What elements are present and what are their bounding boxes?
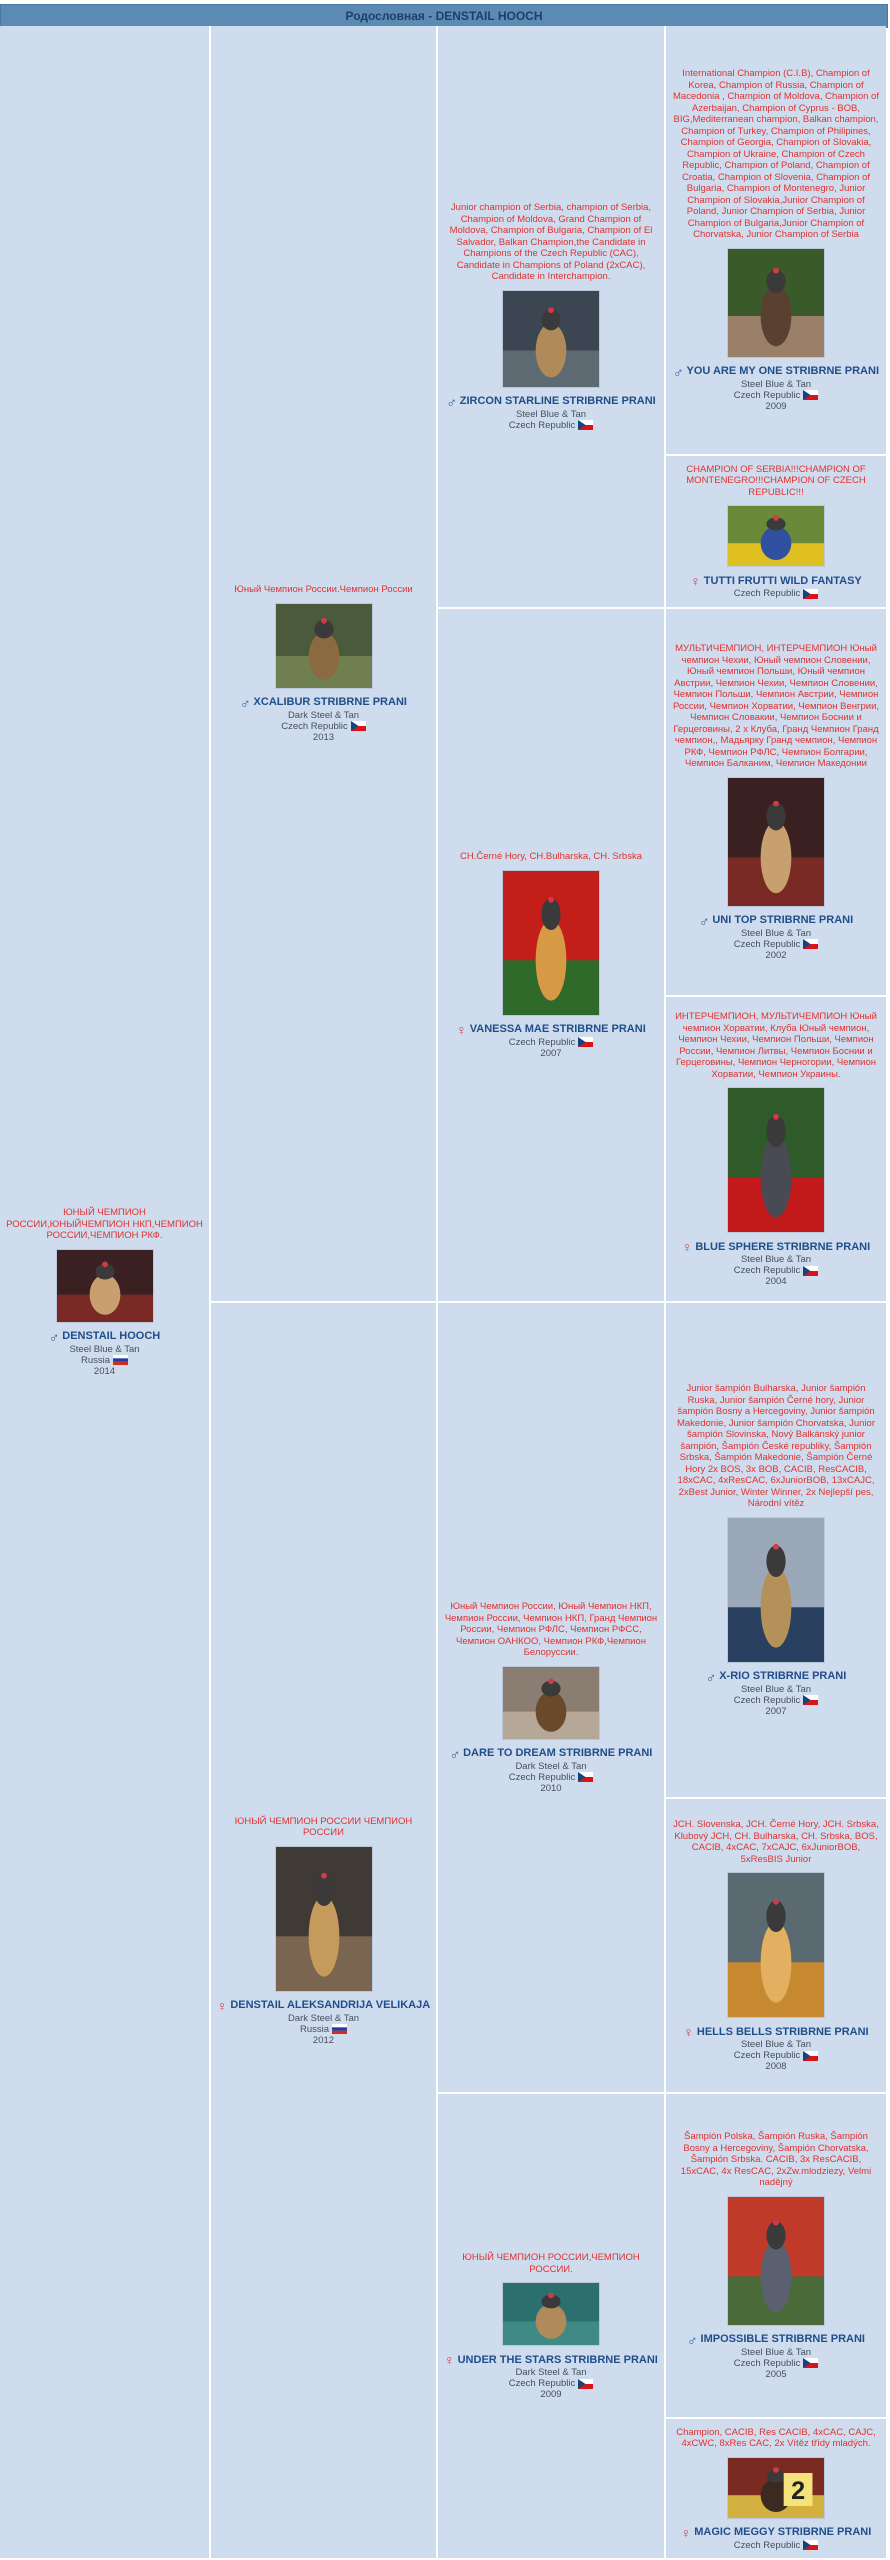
dog-titles: ЮНЫЙ ЧЕМПИОН РОССИИ,ЮНЫЙЧЕМПИОН НКП,ЧЕМПИОН РОССИИ,ЧЕМПИОН РКФ. bbox=[6, 1207, 203, 1242]
male-symbol-icon: ♂ bbox=[446, 393, 457, 410]
dog-country-row bbox=[734, 390, 819, 401]
dog-name-link[interactable]: IMPOSSIBLE STRIBRNE PRANI bbox=[700, 2333, 865, 2346]
dog-country: Czech Republic bbox=[733, 2357, 801, 2369]
pedigree-cell bbox=[211, 26, 438, 1303]
dog-birth-year: 2009 bbox=[765, 400, 787, 412]
female-symbol-icon: ♀ bbox=[216, 1997, 228, 2014]
dog-coat-color: Dark Steel & Tan bbox=[515, 2367, 587, 2378]
czech-flag-icon bbox=[803, 2540, 818, 2550]
dog-name-row bbox=[446, 395, 655, 409]
pedigree-cell bbox=[0, 26, 211, 2560]
dog-country: Czech Republic bbox=[281, 720, 348, 732]
dog-photo[interactable] bbox=[503, 291, 599, 387]
dog-country: Czech Republic bbox=[733, 389, 801, 401]
dog-photo[interactable] bbox=[728, 1873, 824, 2017]
dog-titles: JCH. Slovenska, JCH. Černé Hory, JCH. Srbska, Klubový JCH, CH. Bulharska, CH. Srbska, BOS, CACIB, 4xCAC, 7xCAJC, 6xJuniorBOB, 5xResBIS Junior bbox=[673, 1819, 879, 1865]
pedigree-cell bbox=[666, 456, 886, 609]
dog-country: Czech Republic bbox=[733, 588, 801, 600]
czech-flag-icon bbox=[578, 1037, 593, 1047]
dog-name-row bbox=[673, 365, 879, 379]
dog-coat-color: Steel Blue & Tan bbox=[69, 1343, 140, 1355]
dog-country: Czech Republic bbox=[508, 1036, 576, 1048]
dog-country-row bbox=[734, 588, 819, 599]
dog-coat-color: Steel Blue & Tan bbox=[740, 2039, 812, 2050]
czech-flag-icon bbox=[803, 390, 818, 400]
dog-name-row bbox=[687, 2333, 865, 2347]
dog-photo[interactable] bbox=[503, 2283, 599, 2345]
dog-name-row bbox=[450, 1747, 653, 1761]
pedigree-cell bbox=[666, 1303, 886, 1799]
dog-titles: Юный Чемпион России.Чемпион России bbox=[234, 584, 413, 596]
dog-name-link[interactable]: ZIRCON STARLINE STRIBRNE PRANI bbox=[459, 395, 656, 408]
female-symbol-icon: ♀ bbox=[683, 2024, 694, 2040]
czech-flag-icon bbox=[803, 589, 818, 599]
dog-titles: Junior šampión Bulharska, Junior šampión Ruska, Junior šampión Černé hory, Junior šampión Bosny a Hercegoviny, Junior šampión Makedonie, Junior šampión Chorvatska, Junior šampión Slovinska, Nový Balkánský junior šampión, Šampión České republiky, Šampión Srbska, Šampión Makedonie, Šampión Černé Hory 2x BOS, 3x BOB, CACIB, ResCACIB, 18xCAC, 4xResCAC, 6xJuniorBOB, 13xCAJC, 2xBest Junior, Winter Winner, 2x Nejlepší pes, Národní vítěz bbox=[676, 1383, 875, 1510]
dog-country-row bbox=[509, 2378, 594, 2389]
dog-titles: ИНТЕРЧЕМПИОН, МУЛЬТИЧЕМПИОН Юный чемпион Хорватии, Клуба Юный чемпион, Чемпион Чехии, Чемпион Польши, Чемпион России, Чемпион Литвы, Чемпион Боснии и Герцеговины, Чемпион Черногории, Чемпион Хорватии, Чемпион Украины. bbox=[675, 1011, 877, 1080]
dog-name-row bbox=[699, 914, 853, 928]
dog-name-link[interactable]: DARE TO DREAM STRIBRNE PRANI bbox=[463, 1747, 653, 1760]
dog-country-row bbox=[281, 721, 366, 732]
dog-photo[interactable] bbox=[728, 1518, 824, 1662]
dog-coat-color: Steel Blue & Tan bbox=[740, 1254, 812, 1265]
dog-photo[interactable] bbox=[57, 1250, 153, 1322]
dog-birth-year: 2007 bbox=[540, 1047, 562, 1059]
page-title: Родословная - DENSTAIL HOOCH bbox=[0, 4, 888, 28]
dog-name-link[interactable]: DENSTAIL ALEKSANDRIJA VELIKAJA bbox=[230, 1999, 431, 2011]
male-symbol-icon: ♂ bbox=[687, 2331, 698, 2348]
dog-photo[interactable] bbox=[728, 506, 824, 566]
dog-photo[interactable] bbox=[503, 871, 599, 1015]
dog-country-row bbox=[734, 2540, 819, 2551]
dog-photo[interactable] bbox=[276, 604, 372, 688]
czech-flag-icon bbox=[578, 2379, 593, 2389]
dog-coat-color: Dark Steel & Tan bbox=[287, 2012, 360, 2024]
dog-photo[interactable] bbox=[728, 2458, 824, 2518]
czech-flag-icon bbox=[803, 2051, 818, 2061]
dog-country: Czech Republic bbox=[733, 1265, 801, 1276]
dog-titles: ЮНЫЙ ЧЕМПИОН РОССИИ ЧЕМПИОН РОССИИ bbox=[234, 1815, 413, 1838]
dog-country: Czech Republic bbox=[733, 938, 801, 950]
dog-photo[interactable] bbox=[728, 2197, 824, 2325]
female-symbol-icon: ♀ bbox=[681, 1239, 693, 1255]
male-symbol-icon: ♂ bbox=[449, 1745, 461, 1762]
pedigree-cell bbox=[438, 2094, 666, 2560]
dog-country: Russia bbox=[299, 2023, 330, 2035]
dog-country-row bbox=[300, 2024, 347, 2035]
dog-coat-color: Steel Blue & Tan bbox=[740, 1683, 812, 1695]
dog-titles: Šampión Polska, Šampión Ruska, Šampión Bosny a Hercegoviny, Šampión Chorvatska, Šampión Srbska. CACIB, 3x ResCACIB, 15xCAC, 4x ResCAC, 2xZw.mlodziezy, Velmi nadějný bbox=[680, 2131, 872, 2189]
dog-photo[interactable] bbox=[728, 778, 824, 906]
dog-country: Russia bbox=[80, 1354, 111, 1366]
russia-flag-icon bbox=[332, 2024, 347, 2034]
czech-flag-icon bbox=[578, 420, 593, 430]
dog-birth-year: 2005 bbox=[765, 2368, 787, 2380]
dog-coat-color: Steel Blue & Tan bbox=[740, 378, 812, 390]
dog-coat-color: Steel Blue & Tan bbox=[740, 2346, 812, 2358]
dog-coat-color: Dark Steel & Tan bbox=[515, 1760, 587, 1772]
pedigree-table bbox=[0, 26, 886, 2560]
czech-flag-icon bbox=[351, 721, 366, 731]
dog-name-row bbox=[456, 1023, 646, 1037]
czech-flag-icon bbox=[803, 1695, 818, 1705]
dog-country-row bbox=[81, 1355, 128, 1366]
czech-flag-icon bbox=[578, 1772, 593, 1782]
dog-photo[interactable] bbox=[728, 249, 824, 357]
czech-flag-icon bbox=[803, 1266, 818, 1276]
dog-name-link[interactable]: TUTTI FRUTTI WILD FANTASY bbox=[703, 574, 862, 587]
dog-country: Czech Republic bbox=[733, 2050, 801, 2061]
dog-name-link[interactable]: HELLS BELLS STRIBRNE PRANI bbox=[696, 2025, 869, 2038]
photo-number-text: 2 bbox=[791, 2476, 806, 2505]
dog-titles: Champion, CACIB, Res CACIB, 4xCAC, CAJC, 4xCWC, 8xRes CAC, 2x Vítěz třídy mladých. bbox=[676, 2426, 876, 2449]
dog-name-link[interactable]: DENSTAIL HOOCH bbox=[62, 1330, 161, 1343]
dog-birth-year: 2013 bbox=[312, 731, 335, 743]
russia-flag-icon bbox=[113, 1355, 128, 1365]
dog-titles: International Champion (C.I.B), Champion of Korea, Champion of Russia, Champion of Macedonia , Champion of Moldova, Champion of Azerbaijan, Champion of Cyprus - BOB, BIG,Mediterranean champion, Balkan champion, Champion of Turkey, Champion of Philipines, Champion of Georgia, Champion of Slovakia, Champion of Ukraine, Champion of Czech Republic, Champion of Poland, Champion of Croatia, Champion of Slovenia, Champion of Bulgaria, Champion of Montenegro, Junior Champion of Slovakia,Junior Champion of Poland, Junior Champion of Serbia, Junior Champion of Bulgaria,Junior Champion of Chorvatska, Junior Champion of Serbia bbox=[673, 68, 879, 241]
male-symbol-icon: ♂ bbox=[698, 912, 710, 929]
pedigree-cell bbox=[211, 1303, 438, 2560]
dog-titles: CH.Černé Hory, CH.Bulharska, CH. Srbska bbox=[460, 851, 642, 863]
dog-name-link[interactable]: YOU ARE MY ONE STRIBRNE PRANI bbox=[686, 365, 880, 378]
dog-country-row bbox=[734, 1695, 819, 1706]
dog-birth-year: 2008 bbox=[765, 2061, 787, 2072]
czech-flag-icon bbox=[803, 2358, 818, 2368]
dog-country-row bbox=[509, 420, 594, 431]
dog-country-row bbox=[734, 939, 819, 950]
dog-photo[interactable] bbox=[276, 1847, 372, 1991]
dog-titles: МУЛЬТИЧЕМПИОН, ИНТЕРЧЕМПИОН Юный чемпион Чехии, Юный чемпион Словении, Юный чемпион Польши, Юный чемпион Австрии, Чемпион Чехии, Чемпион Словении, Чемпион Польши, Чемпион Австрии, Чемпион России, Чемпион Хорватии, Чемпион Венгрии, Чемпион Словакии, Чемпион Боснии и Герцеговины, 2 x Клуба, Гранд Чемпион Гранд чемпион,, Мадьярку Гранд чемпион, Чемпион РКФ, Чемпион РФЛС, Чемпион Болгарии, Чемпион Балканим, Чемпион Македонии bbox=[672, 643, 880, 770]
dog-birth-year: 2012 bbox=[312, 2034, 335, 2046]
dog-birth-year: 2010 bbox=[540, 1782, 562, 1794]
male-symbol-icon: ♂ bbox=[705, 1668, 717, 1685]
dog-titles: Junior champion of Serbia, champion of Serbia, Champion of Moldova, Grand Champion of Moldova, Champion of Bulgaria, Champion of El Salvador, Balkan Champion,the Candidate in Champions of the Czech Republic (CAC), Candidate in Champions of Poland (2xCAC), Candidate in Interchampion. bbox=[449, 202, 653, 283]
pedigree-cell bbox=[666, 609, 886, 997]
dog-coat-color: Dark Steel & Tan bbox=[287, 709, 360, 721]
dog-name-link[interactable]: X-RIO STRIBRNE PRANI bbox=[719, 1670, 847, 1683]
dog-birth-year: 2004 bbox=[765, 1276, 787, 1287]
dog-country: Czech Republic bbox=[733, 2539, 801, 2551]
dog-country: Czech Republic bbox=[733, 1694, 801, 1706]
dog-name-link[interactable]: BLUE SPHERE STRIBRNE PRANI bbox=[695, 1240, 871, 1253]
dog-country-row bbox=[734, 2358, 819, 2369]
dog-country: Czech Republic bbox=[508, 419, 576, 431]
male-symbol-icon: ♂ bbox=[240, 694, 251, 711]
female-symbol-icon: ♀ bbox=[690, 573, 701, 590]
pedigree-cell bbox=[438, 26, 666, 609]
pedigree-cell bbox=[438, 609, 666, 1303]
dog-birth-year: 2002 bbox=[765, 949, 787, 961]
dog-name-row bbox=[683, 2025, 868, 2039]
dog-country: Czech Republic bbox=[508, 2378, 576, 2389]
dog-name-row bbox=[444, 2353, 658, 2367]
dog-country-row bbox=[509, 1037, 594, 1048]
dog-name-row bbox=[706, 1670, 847, 1684]
pedigree-cell bbox=[666, 26, 886, 456]
dog-name-link[interactable]: UNDER THE STARS STRIBRNE PRANI bbox=[457, 2353, 658, 2366]
dog-birth-year: 2007 bbox=[765, 1705, 787, 1717]
dog-name-link[interactable]: XCALIBUR STRIBRNE PRANI bbox=[253, 696, 407, 709]
pedigree-cell bbox=[666, 1799, 886, 2094]
dog-country: Czech Republic bbox=[508, 1771, 576, 1783]
dog-titles: ЮНЫЙ ЧЕМПИОН РОССИИ,ЧЕМПИОН РОССИИ. bbox=[462, 2252, 640, 2275]
dog-name-row bbox=[49, 1330, 161, 1344]
dog-name-link[interactable]: UNI TOP STRIBRNE PRANI bbox=[712, 914, 854, 927]
dog-country-row bbox=[509, 1772, 594, 1783]
czech-flag-icon bbox=[803, 939, 818, 949]
dog-photo[interactable] bbox=[728, 1088, 824, 1232]
pedigree-cell bbox=[438, 1303, 666, 2094]
dog-coat-color: Steel Blue & Tan bbox=[740, 927, 812, 939]
female-symbol-icon: ♀ bbox=[456, 1021, 467, 1038]
male-symbol-icon: ♂ bbox=[672, 363, 684, 380]
dog-name-link[interactable]: MAGIC MEGGY STRIBRNE PRANI bbox=[694, 2526, 872, 2538]
dog-name-row bbox=[240, 696, 407, 710]
dog-titles: CHAMPION OF SERBIA!!!CHAMPION OF MONTENEGRO!!!CHAMPION OF CZECH REPUBLIC!!! bbox=[686, 463, 866, 498]
dog-name-link[interactable]: VANESSA MAE STRIBRNE PRANI bbox=[469, 1023, 646, 1036]
male-symbol-icon: ♂ bbox=[48, 1328, 60, 1345]
pedigree-cell bbox=[666, 997, 886, 1303]
dog-name-row bbox=[682, 1240, 870, 1254]
dog-birth-year: 2009 bbox=[540, 2389, 562, 2400]
dog-country-row bbox=[734, 1265, 819, 1276]
dog-name-row bbox=[217, 1999, 430, 2013]
pedigree-cell bbox=[666, 2419, 886, 2560]
dog-photo[interactable] bbox=[503, 1667, 599, 1739]
dog-titles: Юный Чемпион России, Юный Чемпион НКП, Чемпион России, Чемпион НКП, Гранд Чемпион России, Чемпион РФЛС, Чемпион РФСС, Чемпион ОАНКОО, Чемпион РКФ,Чемпион Белоруссии. bbox=[444, 1601, 658, 1659]
dog-name-row bbox=[681, 2526, 872, 2540]
female-symbol-icon: ♀ bbox=[444, 2352, 455, 2368]
dog-coat-color: Steel Blue & Tan bbox=[515, 408, 587, 420]
dog-country-row bbox=[734, 2050, 819, 2061]
pedigree-cell bbox=[666, 2094, 886, 2419]
female-symbol-icon: ♀ bbox=[680, 2524, 692, 2541]
dog-name-row bbox=[690, 574, 862, 588]
dog-birth-year: 2014 bbox=[93, 1365, 116, 1377]
